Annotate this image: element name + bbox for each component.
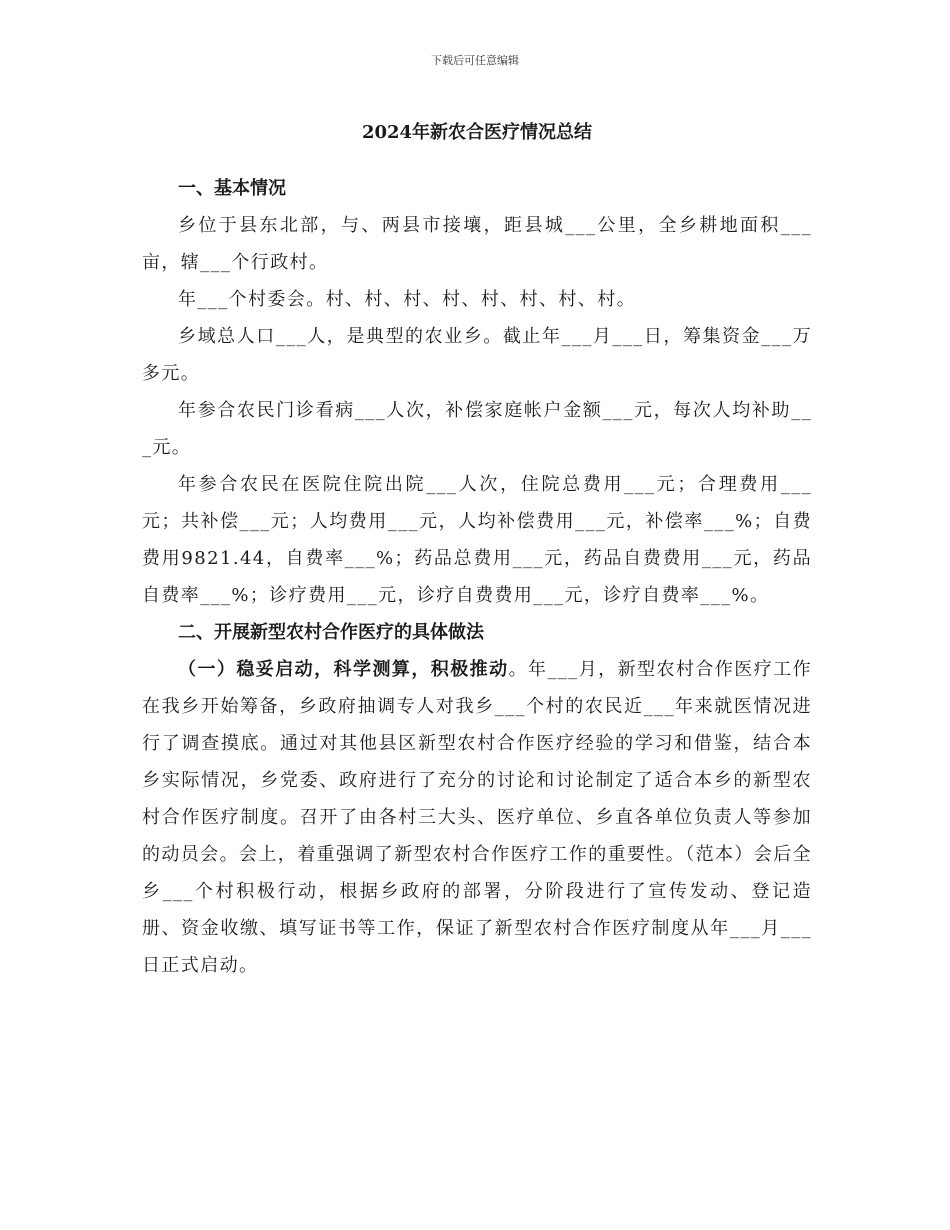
section-1-paragraph: 年参合农民在医院住院出院___人次，住院总费用___元；合理费用___元；共补偿___元；人均费用___元，人均补偿费用___元，补偿率___%；自费费用9821.44，自费率___%；药品总费用___元，药品自费费用___元，药品自费率___%；诊疗费用___元，诊疗自费费用___元，诊疗自费率___%。 xyxy=(142,474,812,606)
section-1-paragraph: 乡域总人口___人，是典型的农业乡。截止年___月___日，筹集资金___万多元。 xyxy=(142,326,812,384)
section-1-paragraph: 年参合农民门诊看病___人次，补偿家庭帐户金额___元，每次人均补助___元。 xyxy=(142,400,812,458)
section-2-subheading: （一）稳妥启动，科学测算，积极推动 xyxy=(178,659,509,680)
section-2-paragraph-text: 。年___月，新型农村合作医疗工作在我乡开始筹备，乡政府抽调专人对我乡___个村的农民近___年来就医情况进行了调查摸底。通过对其他县区新型农村合作医疗经验的学习和借鉴，结合本乡实际情况，乡党委、政府进行了充分的讨论和讨论制定了适合本乡的新型农村合作医疗制度。召开了由各村三大头、医疗单位、乡直各单位负责人等参加的动员会。会上，着重强调了新型农村合作医疗工作的重要性。（范本）会后全乡___个村积极行动，根据乡政府的部署，分阶段进行了宣传发动、登记造册、资金收缴、填写证书等工作，保证了新型农村合作医疗制度从年___月___日正式启动。 xyxy=(142,659,812,976)
document-body xyxy=(142,118,812,984)
document-title: 2024年新农合医疗情况总结 xyxy=(361,122,593,143)
section-1-paragraph: 年___个村委会。村、村、村、村、村、村、村、村。 xyxy=(178,289,636,310)
section-1-heading: 一、基本情况 xyxy=(178,178,286,199)
section-2-paragraph xyxy=(142,651,812,984)
section-2-heading: 二、开展新型农村合作医疗的具体做法 xyxy=(178,622,484,643)
page-header-note: 下载后可任意编辑 xyxy=(431,54,519,67)
section-1-paragraph: 乡位于县东北部，与、两县市接壤，距县城___公里，全乡耕地面积___亩，辖___个行政村。 xyxy=(142,215,812,273)
